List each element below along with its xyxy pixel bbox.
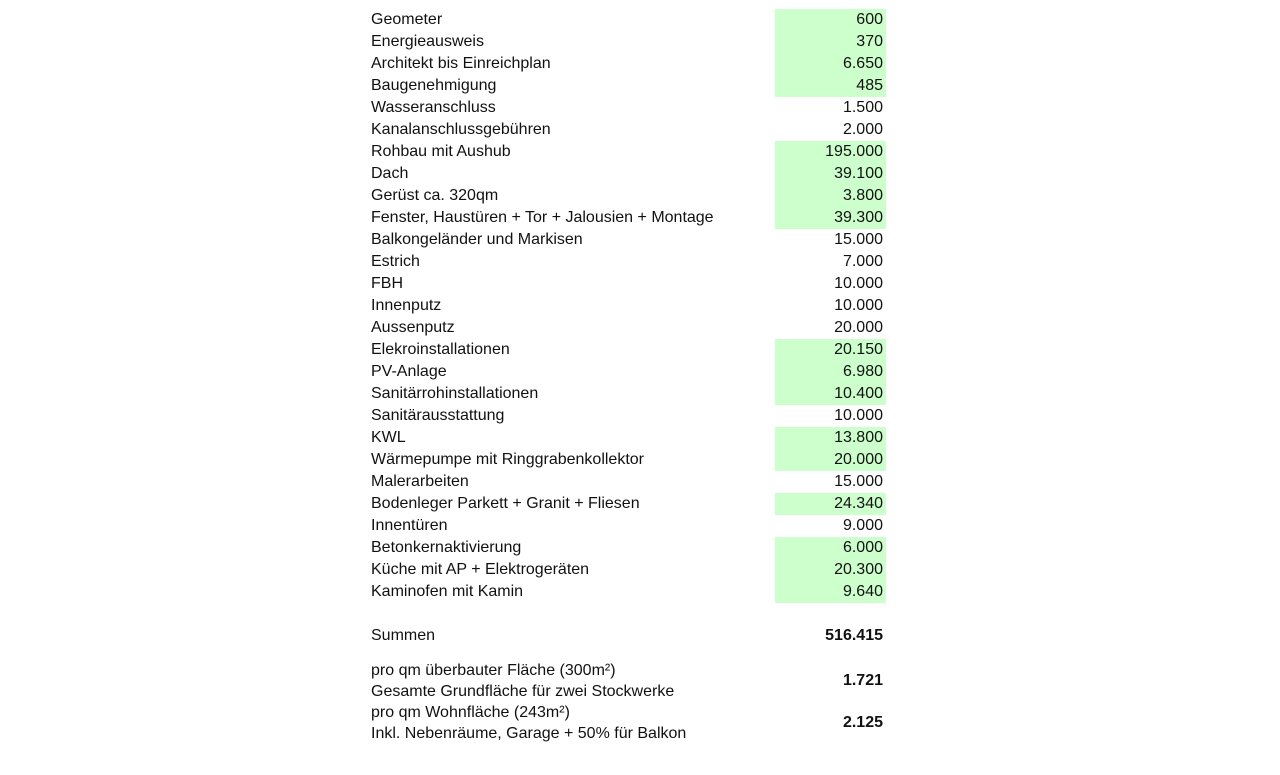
cost-item-row [368,229,888,251]
cost-item-row [368,273,888,295]
cost-item-label: Architekt bis Einreichplan [371,55,551,72]
cost-sheet [368,9,888,744]
per-living-area-line1: pro qm Wohnfläche (243m²) [371,704,570,721]
cost-item-value: 15.000 [834,231,883,248]
sum-value: 516.415 [825,627,883,644]
cost-item-label: Gerüst ca. 320qm [371,187,499,204]
cost-item-row [368,537,888,559]
cost-item-row [368,361,888,383]
cost-item-row [368,295,888,317]
cost-item-label: Balkongeländer und Markisen [371,231,583,248]
cost-item-label: Rohbau mit Aushub [371,143,511,160]
cost-item-value: 6.000 [775,537,886,559]
cost-item-label: Küche mit AP + Elektrogeräten [371,561,590,578]
cost-item-label: Energieausweis [371,33,484,50]
cost-item-row [368,405,888,427]
cost-item-row [368,185,888,207]
cost-item-row [368,559,888,581]
cost-item-label: Innentüren [371,517,448,534]
cost-item-row [368,427,888,449]
cost-item-label: FBH [371,275,403,292]
cost-item-row [368,581,888,603]
cost-item-row [368,31,888,53]
cost-item-value: 13.800 [775,427,886,449]
cost-item-label: PV-Anlage [371,363,447,380]
cost-item-value: 485 [775,75,886,97]
cost-item-row [368,207,888,229]
cost-item-row [368,163,888,185]
cost-item-value: 10.000 [834,297,883,314]
cost-item-row [368,9,888,31]
cost-item-value: 20.300 [775,559,886,581]
cost-item-value: 6.980 [775,361,886,383]
cost-item-value: 10.400 [775,383,886,405]
cost-item-row [368,471,888,493]
cost-item-row [368,97,888,119]
cost-item-value: 20.000 [775,449,886,471]
cost-item-row [368,317,888,339]
cost-item-label: Elekroinstallationen [371,341,510,358]
cost-item-row [368,493,888,515]
cost-item-value: 15.000 [834,473,883,490]
cost-item-label: Dach [371,165,409,182]
per-living-area-value: 2.125 [842,714,883,731]
cost-item-row [368,449,888,471]
cost-item-label: Malerarbeiten [371,473,469,490]
cost-item-row [368,515,888,537]
cost-item-value: 20.000 [834,319,883,336]
cost-item-label: Sanitärrohinstallationen [371,385,539,402]
cost-item-label: Estrich [371,253,420,270]
cost-item-label: Wasseranschluss [371,99,496,116]
cost-item-row [368,119,888,141]
sum-label: Summen [371,627,436,644]
cost-item-row [368,251,888,273]
cost-item-value: 10.000 [834,407,883,424]
cost-item-value: 195.000 [775,141,886,163]
cost-item-row [368,53,888,75]
per-built-area-label [371,660,674,702]
cost-item-label: Baugenehmigung [371,77,497,94]
cost-item-label: Sanitärausstattung [371,407,505,424]
cost-item-value: 7.000 [842,253,883,270]
per-built-area-value: 1.721 [842,672,883,689]
cost-item-value: 9.000 [842,517,883,534]
per-built-area-row [368,660,888,702]
cost-item-value: 10.000 [834,275,883,292]
cost-item-value: 39.300 [775,207,886,229]
per-living-area-line2: Inkl. Nebenräume, Garage + 50% für Balkon [371,725,687,742]
cost-item-list [368,9,888,603]
cost-item-value: 39.100 [775,163,886,185]
cost-item-value: 370 [775,31,886,53]
cost-item-label: Aussenputz [371,319,455,336]
cost-item-value: 20.150 [775,339,886,361]
cost-item-label: Kanalanschlussgebühren [371,121,551,138]
per-built-area-line2: Gesamte Grundfläche für zwei Stockwerke [371,683,675,700]
cost-item-label: Kaminofen mit Kamin [371,583,524,600]
cost-item-label: Betonkernaktivierung [371,539,522,556]
sum-row [368,625,888,647]
cost-item-label: Wärmepumpe mit Ringgrabenkollektor [371,451,644,468]
cost-item-label: Fenster, Haustüren + Tor + Jalousien + Montage [371,209,714,226]
cost-item-label: KWL [371,429,406,446]
cost-item-value: 9.640 [775,581,886,603]
cost-item-row [368,339,888,361]
per-living-area-row [368,702,888,744]
cost-item-value: 1.500 [842,99,883,116]
spacer [368,603,888,625]
per-living-area-label [371,702,686,744]
cost-item-label: Bodenleger Parkett + Granit + Fliesen [371,495,640,512]
cost-item-value: 2.000 [842,121,883,138]
cost-item-label: Innenputz [371,297,442,314]
cost-item-value: 24.340 [775,493,886,515]
cost-item-row [368,141,888,163]
per-built-area-line1: pro qm überbauter Fläche (300m²) [371,662,616,679]
cost-item-label: Geometer [371,11,443,28]
spacer [368,647,888,660]
cost-item-value: 600 [775,9,886,31]
cost-item-row [368,75,888,97]
cost-item-value: 3.800 [775,185,886,207]
cost-item-value: 6.650 [775,53,886,75]
cost-item-row [368,383,888,405]
